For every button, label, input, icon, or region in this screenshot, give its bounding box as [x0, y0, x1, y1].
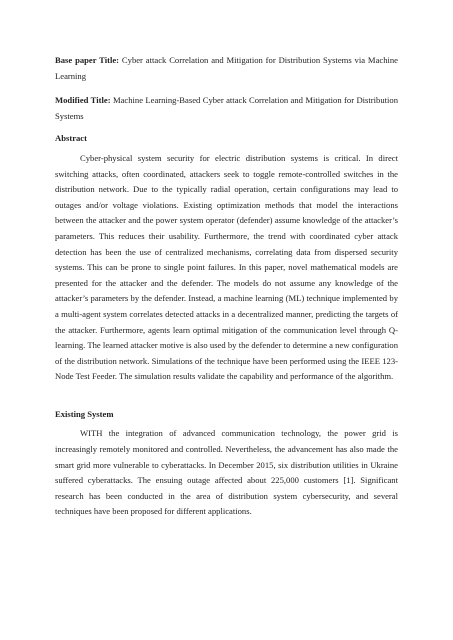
- spacer: [55, 124, 398, 131]
- abstract-heading: Abstract: [55, 133, 87, 144]
- base-title-label: Base paper Title:: [55, 55, 120, 65]
- spacer: [55, 385, 398, 407]
- base-title-text: Cyber attack Correlation and Mitigation for Distribution Systems via Machine Learning: [55, 55, 398, 81]
- existing-system-heading: Existing System: [55, 408, 114, 419]
- modified-title-text: Machine Learning-Based Cyber attack Correlation and Mitigation for Distribution Systems: [55, 95, 398, 121]
- abstract-paragraph: Cyber-physical system security for electric distribution systems is critical. In direct switching attacks, often coordinated, attackers seek to toggle remote-controlled switches in the distribution network. Due to the typically radial operation, certain configurations may lead to outages and/or voltage violations. Existing optimization methods that model the interactions between the attacker and the power system operator (defender) assume knowledge of the attacker’s parameters. This reduces their usability. Furthermore, the trend with coordinated cyber attack detection has been the use of centralized mechanisms, correlating data from dispersed security systems. This can be prone to single point failures. In this paper, novel mathematical models are presented for the attacker and the defender. The models do not assume any knowledge of the attacker’s parameters by the defender. Instead, a machine learning (ML) technique implemented by a multi-agent system correlates detected attacks in a decentralized manner, predicting the targets of the attacker. Furthermore, agents learn optimal mitigation of the communication level through Q-learning. The learned attacker motive is also used by the defender to determine a new configuration of the distribution network. Simulations of the technique have been performed using the IEEE 123-Node Test Feeder. The simulation results validate the capability and performance of the algorithm.: [55, 152, 398, 382]
- modified-title: [55, 93, 398, 124]
- modified-title-label: Modified Title:: [55, 95, 111, 106]
- existing-system-paragraph: WITH the integration of advanced communication technology, the power grid is increasingly remotely monitored and controlled. Nevertheless, the advancement has also made the smart grid more vulnerable to cyberattacks. In December 2015, six distribution utilities in Ukraine suffered cyberattacks. The ensuing outage affected about 225,000 customers [1]. Significant research has been conducted in the area of distribution system cybersecurity, and several techniques have been proposed for different applications.: [55, 428, 398, 517]
- document-content: [55, 53, 398, 520]
- base-paper-title: [55, 53, 398, 84]
